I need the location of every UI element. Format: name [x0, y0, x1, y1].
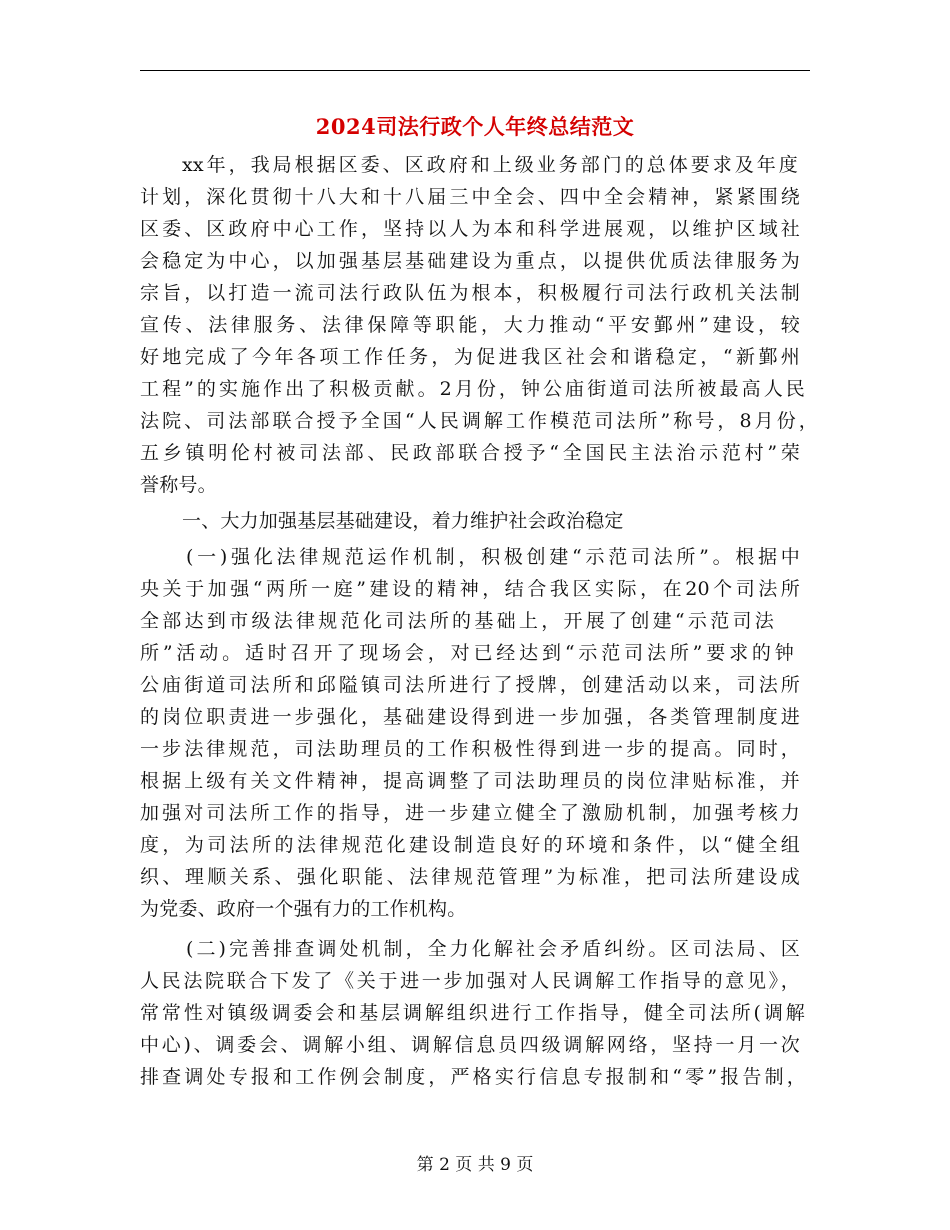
- text-line: 公庙街道司法所和邱隘镇司法所进行了授牌，创建活动以来，司法所: [140, 674, 800, 696]
- text-line: 好地完成了今年各项工作任务，为促进我区社会和谐稳定，“新鄞州: [140, 346, 800, 368]
- text-line: 为党委、政府一个强有力的工作机构。: [140, 898, 467, 920]
- text-line: 一步法律规范，司法助理员的工作积极性得到进一步的提高。同时，: [140, 738, 800, 760]
- text-line: (二)完善排查调处机制，全力化解社会矛盾纠纷。区司法局、区: [186, 938, 800, 960]
- text-line: 计划，深化贯彻十八大和十八届三中全会、四中全会精神，紧紧围绕: [140, 186, 800, 208]
- text-line: xx年，我局根据区委、区政府和上级业务部门的总体要求及年度: [182, 154, 798, 176]
- text-line: 五乡镇明伦村被司法部、民政部联合授予“全国民主法治示范村”荣: [140, 442, 800, 464]
- text-line: 加强对司法所工作的指导，进一步建立健全了激励机制，加强考核力: [140, 802, 800, 824]
- text-line: 中心)、调委会、调解小组、调解信息员四级调解网络，坚持一月一次: [140, 1034, 800, 1056]
- text-line: 央关于加强“两所一庭”建设的精神，结合我区实际，在20个司法所: [140, 578, 800, 600]
- section-heading: 一、大力加强基层基础建设，着力维护社会政治稳定: [182, 510, 624, 532]
- text-line: 全部达到市级法律规范化司法所的基础上，开展了创建“示范司法: [140, 610, 774, 632]
- text-line: 排查调处专报和工作例会制度，严格实行信息专报制和“零”报告制，: [140, 1066, 806, 1088]
- text-line: 织、理顺关系、强化职能、法律规范管理”为标准，把司法所建设成: [140, 866, 800, 888]
- text-line: 所”活动。适时召开了现场会，对已经达到“示范司法所”要求的钟: [140, 642, 794, 664]
- text-line: 人民法院联合下发了《关于进一步加强对人民调解工作指导的意见》，: [140, 970, 800, 992]
- text-line: 会稳定为中心，以加强基层基础建设为重点，以提供优质法律服务为: [140, 250, 800, 272]
- text-line: 宗旨，以打造一流司法行政队伍为根本，积极履行司法行政机关法制: [140, 282, 800, 304]
- text-line: 誉称号。: [140, 474, 217, 496]
- document-title: 2024司法行政个人年终总结范文: [315, 114, 635, 139]
- header-rule: [140, 70, 810, 71]
- text-line: 根据上级有关文件精神，提高调整了司法助理员的岗位津贴标准，并: [140, 770, 800, 792]
- text-line: 工程”的实施作出了积极贡献。2月份，钟公庙街道司法所被最高人民: [140, 378, 805, 400]
- text-line: 区委、区政府中心工作，坚持以人为本和科学进展观，以维护区域社: [140, 218, 800, 240]
- text-line: 常常性对镇级调委会和基层调解组织进行工作指导，健全司法所(调解: [140, 1002, 805, 1024]
- text-line: (一)强化法律规范运作机制，积极创建“示范司法所”。根据中: [186, 546, 800, 568]
- page-footer: 第 2 页 共 9 页: [416, 1155, 534, 1175]
- text-line: 度，为司法所的法律规范化建设制造良好的环境和条件，以“健全组: [140, 834, 800, 856]
- text-line: 的岗位职责进一步强化，基础建设得到进一步加强，各类管理制度进: [140, 706, 800, 728]
- text-line: 法院、司法部联合授予全国“人民调解工作模范司法所”称号，8月份，: [140, 410, 818, 432]
- text-line: 宣传、法律服务、法律保障等职能，大力推动“平安鄞州”建设，较: [140, 314, 800, 336]
